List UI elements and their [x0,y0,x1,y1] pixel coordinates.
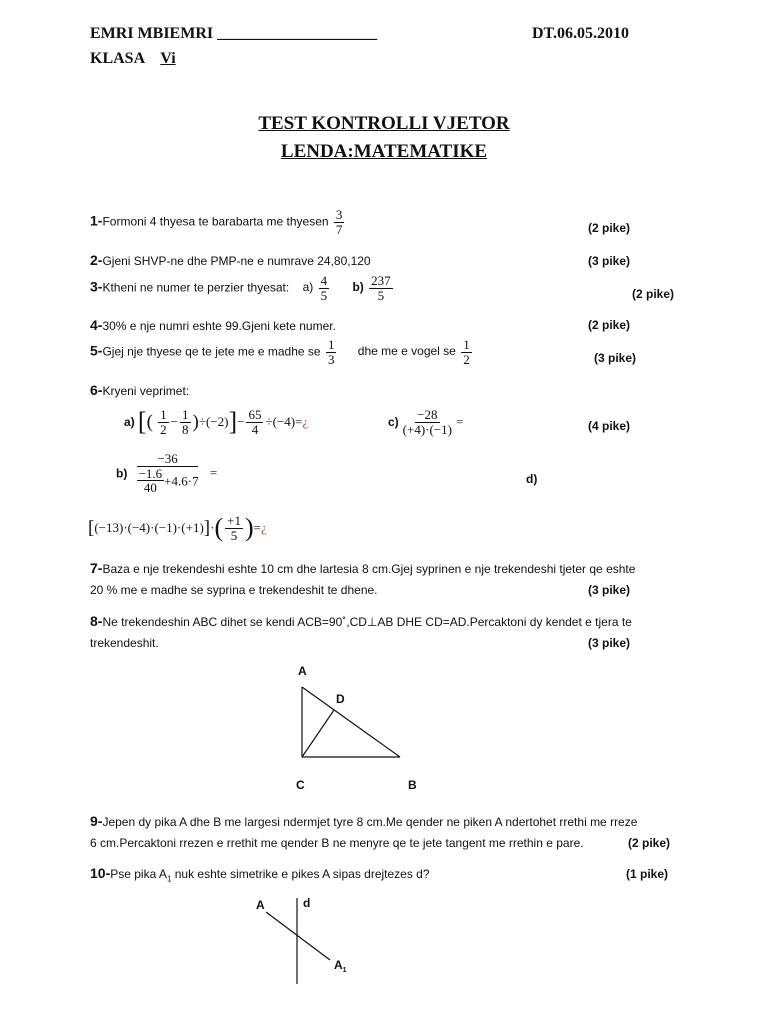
name-blank[interactable]: ____________________ [217,25,378,42]
q3-b-den: 5 [377,287,385,303]
q9-points: (2 pike) [628,836,671,850]
q6-a-minus: − [170,414,179,430]
q6-d-fraction [225,514,243,542]
q6-a-frac2 [180,408,191,436]
label-a: A [298,664,307,678]
q6-b-top: −36 [137,452,197,467]
q6-a-d2: 8 [182,421,189,437]
q3-a-fraction [319,274,330,302]
q6-a-answer-mark: ¿ [302,414,309,430]
q6-a-n2: 1 [182,407,189,422]
label-c: C [296,778,305,792]
q6-c-label: c) [388,415,399,430]
q6-a-frac1 [158,408,169,436]
q4-text: 30% e nje numri eshte 99.Gjeni kete numer. [102,319,336,333]
q6-a-expression: a) [( $\frac{1}{2}$ − $\frac{1}{8}$ )÷(−2)]− $\frac{65}{4}$ ÷(−4)=¿ [124,407,309,437]
label-a1-sub: 1 [342,967,347,974]
q5-fraction-2 [461,338,472,366]
q10-text2: nuk eshte simetrike e pikes A sipas drejtezes d? [171,867,430,881]
q6-a-label: a) [124,415,135,430]
q5-text2: dhe me e vogel se [357,344,456,359]
q9-line1: Jepen dy pika A dhe B me largesi ndermjet tyre 8 cm.Me qender ne piken A ndertohet rrethi me rreze [102,815,638,829]
q3-points: (2 pike) [632,287,675,301]
q5-fraction-1 [326,338,337,366]
q10-number: 10- [90,865,111,881]
q1-points: (2 pike) [588,221,631,235]
q3-a-num: 4 [320,273,328,288]
q1-fraction [334,208,345,236]
label-b: B [408,778,417,792]
q5-f1-num: 1 [327,337,335,352]
q8-points: (3 pike) [588,636,631,650]
q6-d-product: (−13)·(−4)·(−1)·(+1) [94,520,204,536]
q4-number: 4- [90,317,103,333]
question-4 [90,317,336,333]
q6-text: Kryeni veprimet: [102,384,190,398]
q6-b-plus: +4.6·7 [164,472,199,488]
q2-number: 2- [90,252,103,268]
q6-a-n3: 65 [248,407,262,422]
q3-b-label: b) [352,280,364,295]
label-point-a1 [334,958,347,974]
q5-text1: Gjej nje thyese qe te jete me e madhe se [102,344,321,359]
segment-a-a1 [266,912,330,960]
name-label: EMRI MBIEMRI [90,25,214,42]
q6-b-inner-num: −1.6 [138,465,163,481]
symmetry-figure [250,892,370,992]
name-line [90,25,377,43]
q6-b-eq: = [209,465,218,481]
q5-f1-den: 3 [327,351,335,367]
q3-a-den: 5 [320,287,328,303]
q5-points: (3 pike) [594,351,637,365]
q5-number: 5- [90,342,103,359]
side-ab [302,687,400,757]
q6-b-expression [116,452,217,495]
q8-line1: Ne trekendeshin ABC dihet se kendi ACB=90˚,CD⊥AB DHE CD=AD.Percaktoni dy kendet e tjera te [102,615,632,629]
q10-text1: Pse pika A [110,867,167,881]
q6-a-minus2: − [237,414,245,430]
question-8 [90,613,632,629]
q8-number: 8- [90,613,103,629]
q9-line2: 6 cm.Percaktoni rrezen e rrethit me qender B ne menyre qe te jete tangent me rrethin e pare. [90,836,584,850]
q6-d-label: d) [526,472,538,486]
label-a1-main: A [334,958,343,972]
date: DT.06.05.2010 [532,25,630,42]
q3-a-label: a) [302,280,314,295]
q6-c-den: (+4)·(−1) [402,421,452,437]
q6-a-div1: ÷(−2) [198,414,229,430]
q8-line2: trekendeshit. [90,636,159,650]
question-2 [90,252,371,268]
q2-points: (3 pike) [588,254,631,268]
q3-text: Ktheni ne numer te perzier thyesat: [102,280,290,295]
q2-text: Gjeni SHVP-ne dhe PMP-ne e numrave 24,80,120 [102,254,371,268]
page-title: TEST KONTROLLI VJETOR [258,113,510,134]
question-10 [90,865,430,883]
q5-f2-den: 2 [463,351,470,367]
question-9 [90,813,637,829]
q6-number: 6- [90,382,103,398]
q7-line1: Baza e nje trekendeshi eshte 10 cm dhe lartesia 8 cm.Gjej syprinen e nje trekendeshi tjeter qe eshte [102,562,636,576]
q6-d-eq: = [253,520,261,536]
q6-a-d3: 4 [251,421,259,437]
question-5 [90,338,474,366]
q6-d-expression: [(−13)·(−4)·(−1)·(+1)]·( $\frac{+1}{5}$ )=¿ [88,513,267,543]
question-7 [90,560,635,576]
q3-b-fraction [369,274,393,302]
q6-c-num: −28 [417,407,438,422]
q6-points: (4 pike) [588,419,631,433]
q4-points: (2 pike) [588,318,631,332]
question-6 [90,382,189,398]
q6-d-fden: 5 [230,527,238,543]
q1-number: 1- [90,212,103,229]
q6-d-answer-mark: ¿ [260,520,267,536]
q6-b-fraction [135,452,201,495]
q6-a-tail: ÷(−4)= [265,414,303,430]
q6-a-d1: 2 [160,421,167,437]
q6-b-denominator [135,467,201,495]
q6-b-inner-den: 40 [143,480,157,496]
q6-c-fraction [401,408,454,436]
class-value: Vi [160,50,176,67]
segment-cd [302,710,334,757]
q6-c-expression [388,408,463,436]
q6-b-label: b) [116,466,128,481]
q1-text: Formoni 4 thyesa te barabarta me thyesen [102,214,329,229]
q7-number: 7- [90,560,103,576]
class-line [90,50,176,68]
q1-frac-den: 7 [335,221,343,237]
label-line-d: d [303,896,311,910]
q3-number: 3- [90,278,103,295]
class-label: KLASA [90,50,145,67]
question-1 [90,208,346,236]
q6-d-dot: · [210,520,215,536]
q6-a-n1: 1 [160,407,167,422]
triangle-abc-figure [280,655,430,800]
q9-number: 9- [90,813,103,829]
q6-c-eq: = [455,414,464,430]
label-d: D [336,692,345,706]
q10-points: (1 pike) [626,867,669,881]
subject-title: LENDA:MATEMATIKE [280,141,488,162]
q6-a-frac3 [246,408,263,436]
q7-line2: 20 % me e madhe se syprina e trekendeshit te dhene. [90,583,378,597]
question-3 [90,274,395,302]
q5-f2-num: 1 [463,337,470,352]
q6-a-bracket-open: [ [137,407,147,437]
q10-subscript: 1 [166,874,172,884]
q1-frac-num: 3 [335,207,343,222]
q3-b-num: 237 [371,273,391,288]
q6-d-fnum: +1 [227,513,241,528]
label-point-a: A [256,898,265,912]
q7-points: (3 pike) [588,583,631,597]
